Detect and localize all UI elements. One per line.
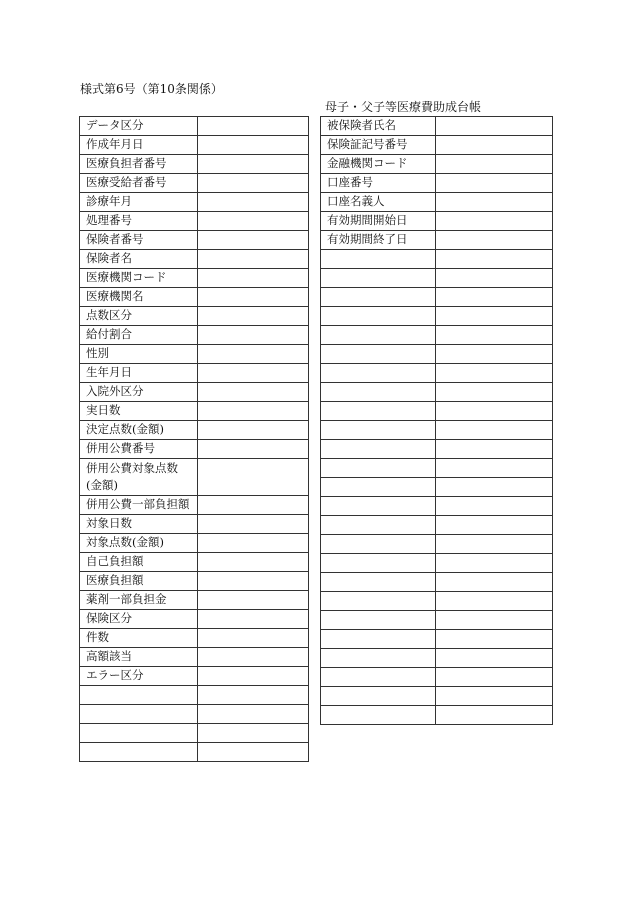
right-row-label <box>321 535 436 554</box>
left-row-label: 併用公費一部負担額 <box>80 496 198 515</box>
right-row-label <box>321 326 436 345</box>
right-row-label <box>321 516 436 535</box>
right-table-row <box>321 345 553 364</box>
left-table-row <box>80 705 309 724</box>
right-row-value-cell <box>436 345 553 364</box>
left-row-value-cell <box>198 117 309 136</box>
right-row-label <box>321 288 436 307</box>
left-table-row <box>80 212 309 231</box>
left-row-label: 給付割合 <box>80 326 198 345</box>
right-row-value-cell <box>436 459 553 478</box>
left-row-label: データ区分 <box>80 117 198 136</box>
left-row-label: 点数区分 <box>80 307 198 326</box>
left-row-label: 入院外区分 <box>80 383 198 402</box>
left-row-value-cell <box>198 212 309 231</box>
left-row-value-cell <box>198 534 309 553</box>
right-ledger-table <box>320 116 553 725</box>
right-table-row <box>321 136 553 155</box>
left-row-label: 診療年月 <box>80 193 198 212</box>
left-table-row <box>80 174 309 193</box>
right-row-label <box>321 364 436 383</box>
left-table-row <box>80 440 309 459</box>
right-row-label: 口座番号 <box>321 174 436 193</box>
right-table-row <box>321 687 553 706</box>
right-table-row <box>321 516 553 535</box>
left-ledger-table <box>79 116 309 762</box>
right-row-value-cell <box>436 668 553 687</box>
left-row-label <box>80 743 198 762</box>
right-table-row <box>321 706 553 725</box>
right-row-label <box>321 307 436 326</box>
left-row-label: 作成年月日 <box>80 136 198 155</box>
right-row-value-cell <box>436 611 553 630</box>
left-row-label: 薬剤一部負担金 <box>80 591 198 610</box>
right-row-label: 口座名義人 <box>321 193 436 212</box>
left-row-value-cell <box>198 459 309 496</box>
right-row-label: 保険証記号番号 <box>321 136 436 155</box>
left-row-value-cell <box>198 648 309 667</box>
right-row-value-cell <box>436 307 553 326</box>
left-table-row <box>80 459 309 496</box>
right-row-value-cell <box>436 497 553 516</box>
right-row-label <box>321 440 436 459</box>
left-row-label: 保険区分 <box>80 610 198 629</box>
right-table-row <box>321 307 553 326</box>
right-row-value-cell <box>436 592 553 611</box>
right-row-value-cell <box>436 212 553 231</box>
right-table-row <box>321 421 553 440</box>
left-table-row <box>80 610 309 629</box>
left-table-row <box>80 269 309 288</box>
left-row-value-cell <box>198 686 309 705</box>
right-row-label: 被保険者氏名 <box>321 117 436 136</box>
right-table-row <box>321 250 553 269</box>
left-row-value-cell <box>198 193 309 212</box>
right-row-label <box>321 573 436 592</box>
left-table-row <box>80 648 309 667</box>
right-table-row <box>321 649 553 668</box>
right-row-value-cell <box>436 630 553 649</box>
left-row-label: 医療受給者番号 <box>80 174 198 193</box>
right-row-label <box>321 478 436 497</box>
left-table-row <box>80 667 309 686</box>
left-table-row <box>80 307 309 326</box>
right-row-label <box>321 250 436 269</box>
right-table-row <box>321 231 553 250</box>
left-table-row <box>80 686 309 705</box>
left-row-label: エラー区分 <box>80 667 198 686</box>
right-table-row <box>321 402 553 421</box>
left-row-label: 医療負担者番号 <box>80 155 198 174</box>
right-table-row <box>321 364 553 383</box>
right-row-value-cell <box>436 478 553 497</box>
left-row-label: 決定点数(金額) <box>80 421 198 440</box>
left-row-value-cell <box>198 174 309 193</box>
left-row-value-cell <box>198 572 309 591</box>
left-row-label: 実日数 <box>80 402 198 421</box>
left-row-value-cell <box>198 155 309 174</box>
right-row-label: 有効期間開始日 <box>321 212 436 231</box>
right-row-label <box>321 554 436 573</box>
left-row-value-cell <box>198 553 309 572</box>
left-table-row <box>80 345 309 364</box>
left-table-row <box>80 364 309 383</box>
ledger-title: 母子・父子等医療費助成台帳 <box>325 100 482 114</box>
left-row-value-cell <box>198 743 309 762</box>
right-table-row <box>321 288 553 307</box>
left-row-value-cell <box>198 364 309 383</box>
left-row-label: 処理番号 <box>80 212 198 231</box>
left-table-row <box>80 421 309 440</box>
left-row-value-cell <box>198 345 309 364</box>
right-table-row <box>321 383 553 402</box>
left-row-label: 併用公費対象点数 (金額) <box>80 459 198 496</box>
right-row-value-cell <box>436 402 553 421</box>
right-row-label <box>321 421 436 440</box>
right-row-label <box>321 592 436 611</box>
left-table-row <box>80 629 309 648</box>
right-table-row <box>321 212 553 231</box>
right-row-value-cell <box>436 136 553 155</box>
right-row-value-cell <box>436 117 553 136</box>
right-table-row <box>321 630 553 649</box>
left-row-value-cell <box>198 383 309 402</box>
left-row-label: 保険者名 <box>80 250 198 269</box>
right-row-value-cell <box>436 288 553 307</box>
left-row-value-cell <box>198 326 309 345</box>
left-row-label: 医療機関コード <box>80 269 198 288</box>
left-row-value-cell <box>198 515 309 534</box>
left-row-label <box>80 705 198 724</box>
left-row-label: 併用公費番号 <box>80 440 198 459</box>
left-table-row <box>80 496 309 515</box>
left-table-row <box>80 117 309 136</box>
right-row-value-cell <box>436 573 553 592</box>
left-row-label: 保険者番号 <box>80 231 198 250</box>
right-row-label <box>321 649 436 668</box>
right-table-row <box>321 535 553 554</box>
right-row-value-cell <box>436 364 553 383</box>
left-table-row <box>80 402 309 421</box>
left-row-value-cell <box>198 402 309 421</box>
left-table-row <box>80 572 309 591</box>
right-table-row <box>321 668 553 687</box>
right-row-label: 金融機関コード <box>321 155 436 174</box>
left-row-label: 自己負担額 <box>80 553 198 572</box>
left-table-row <box>80 553 309 572</box>
left-row-label: 生年月日 <box>80 364 198 383</box>
right-table-row <box>321 573 553 592</box>
left-row-label: 性別 <box>80 345 198 364</box>
right-row-value-cell <box>436 649 553 668</box>
left-row-value-cell <box>198 136 309 155</box>
right-row-value-cell <box>436 174 553 193</box>
right-table-row <box>321 459 553 478</box>
left-table-row <box>80 591 309 610</box>
right-row-value-cell <box>436 440 553 459</box>
right-row-label <box>321 630 436 649</box>
right-row-label <box>321 497 436 516</box>
right-row-label <box>321 459 436 478</box>
right-row-value-cell <box>436 193 553 212</box>
right-table-row <box>321 269 553 288</box>
left-row-label: 件数 <box>80 629 198 648</box>
left-row-value-cell <box>198 724 309 743</box>
left-row-value-cell <box>198 440 309 459</box>
left-row-label: 高額該当 <box>80 648 198 667</box>
left-table-row <box>80 231 309 250</box>
left-row-label <box>80 686 198 705</box>
right-row-value-cell <box>436 535 553 554</box>
left-row-value-cell <box>198 705 309 724</box>
right-table-row <box>321 193 553 212</box>
left-table-row <box>80 136 309 155</box>
left-table-row <box>80 326 309 345</box>
right-table-row <box>321 174 553 193</box>
right-table-row <box>321 155 553 174</box>
right-row-label: 有効期間終了日 <box>321 231 436 250</box>
right-table-row <box>321 497 553 516</box>
right-table-row <box>321 611 553 630</box>
right-row-value-cell <box>436 326 553 345</box>
left-row-value-cell <box>198 667 309 686</box>
right-table-row <box>321 592 553 611</box>
left-table-row <box>80 288 309 307</box>
right-row-value-cell <box>436 269 553 288</box>
left-row-value-cell <box>198 288 309 307</box>
right-table-row <box>321 478 553 497</box>
left-row-value-cell <box>198 307 309 326</box>
right-table-row <box>321 440 553 459</box>
left-row-value-cell <box>198 250 309 269</box>
left-table-row <box>80 383 309 402</box>
left-table-row <box>80 724 309 743</box>
left-row-value-cell <box>198 269 309 288</box>
left-table-row <box>80 193 309 212</box>
right-row-label <box>321 668 436 687</box>
left-row-value-cell <box>198 496 309 515</box>
right-row-label <box>321 345 436 364</box>
right-row-label <box>321 383 436 402</box>
left-row-value-cell <box>198 231 309 250</box>
left-table-row <box>80 250 309 269</box>
right-row-label <box>321 402 436 421</box>
right-row-value-cell <box>436 421 553 440</box>
left-row-label: 対象点数(金額) <box>80 534 198 553</box>
right-row-label <box>321 269 436 288</box>
left-row-value-cell <box>198 629 309 648</box>
left-table-row <box>80 155 309 174</box>
right-table-row <box>321 326 553 345</box>
left-row-label: 医療負担額 <box>80 572 198 591</box>
right-row-value-cell <box>436 383 553 402</box>
right-table-row <box>321 554 553 573</box>
left-row-value-cell <box>198 591 309 610</box>
left-table-row <box>80 534 309 553</box>
right-row-value-cell <box>436 687 553 706</box>
right-row-value-cell <box>436 554 553 573</box>
left-row-value-cell <box>198 610 309 629</box>
right-table-row <box>321 117 553 136</box>
right-row-value-cell <box>436 155 553 174</box>
right-row-value-cell <box>436 516 553 535</box>
right-row-value-cell <box>436 706 553 725</box>
form-number: 様式第6号（第10条関係） <box>80 82 223 96</box>
right-row-value-cell <box>436 250 553 269</box>
left-row-value-cell <box>198 421 309 440</box>
left-table-row <box>80 515 309 534</box>
right-row-label <box>321 706 436 725</box>
right-row-label <box>321 687 436 706</box>
right-row-label <box>321 611 436 630</box>
left-table-row <box>80 743 309 762</box>
left-row-label: 医療機関名 <box>80 288 198 307</box>
right-row-value-cell <box>436 231 553 250</box>
left-row-label <box>80 724 198 743</box>
left-row-label: 対象日数 <box>80 515 198 534</box>
